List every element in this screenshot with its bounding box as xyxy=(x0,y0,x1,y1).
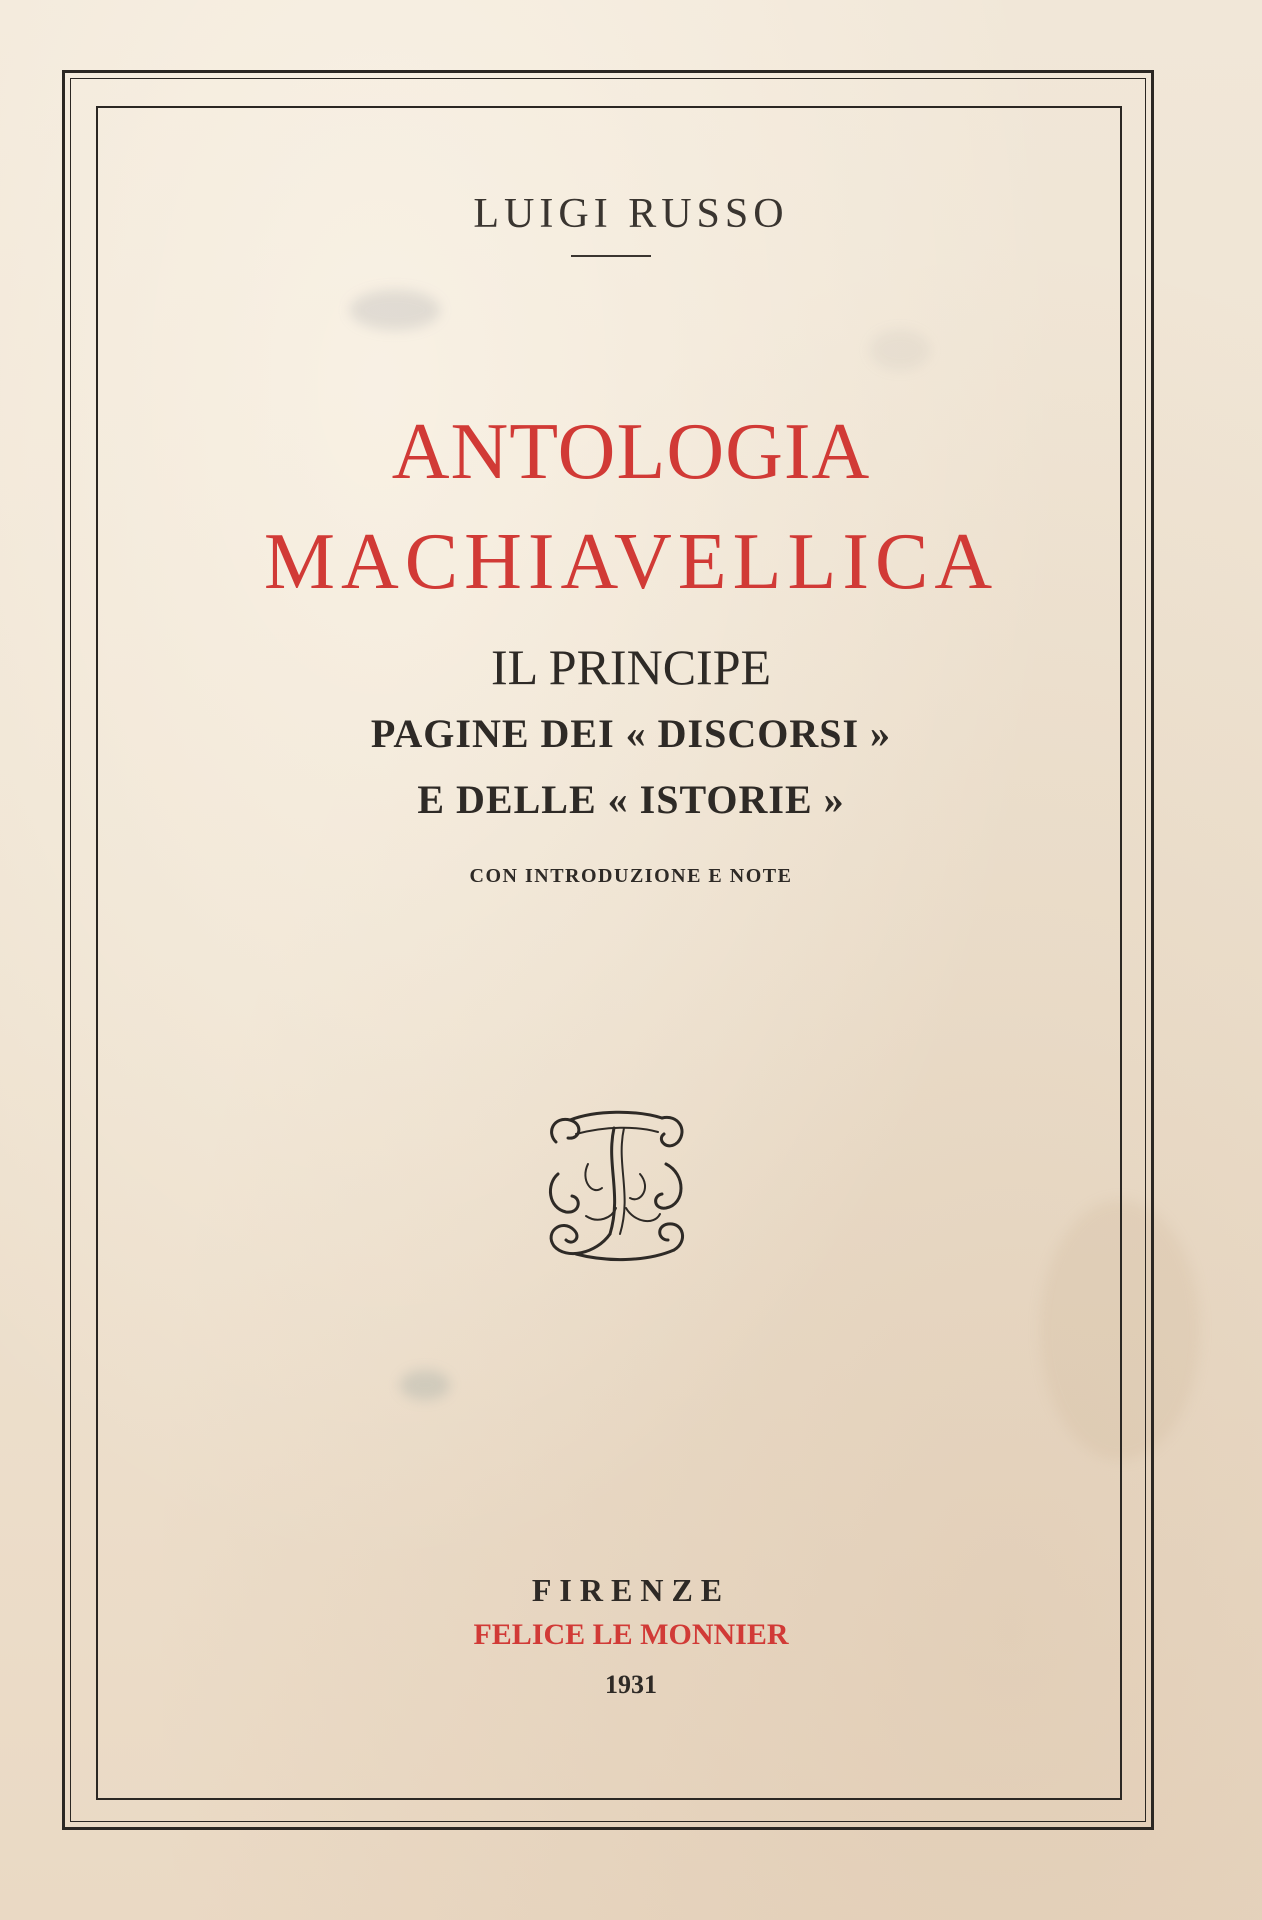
inner-border xyxy=(96,106,1122,1800)
author-divider xyxy=(571,255,651,257)
author-name: LUIGI RUSSO xyxy=(473,191,789,237)
title-line-2: MACHIAVELLICA xyxy=(263,518,999,606)
publisher-monogram-icon xyxy=(536,1104,696,1274)
publication-place: FIRENZE xyxy=(531,1572,731,1608)
publication-year: 1931 xyxy=(605,1670,657,1699)
subtitle-line-2: PAGINE DEI « DISCORSI » xyxy=(370,711,892,756)
title-line-1: ANTOLOGIA xyxy=(391,408,871,496)
subtitle-line-3: E DELLE « ISTORIE » xyxy=(417,777,845,822)
subtitle-line-1: IL PRINCIPE xyxy=(490,639,772,695)
edition-note: CON INTRODUZIONE E NOTE xyxy=(469,865,793,887)
publisher-name: FELICE LE MONNIER xyxy=(473,1618,789,1651)
